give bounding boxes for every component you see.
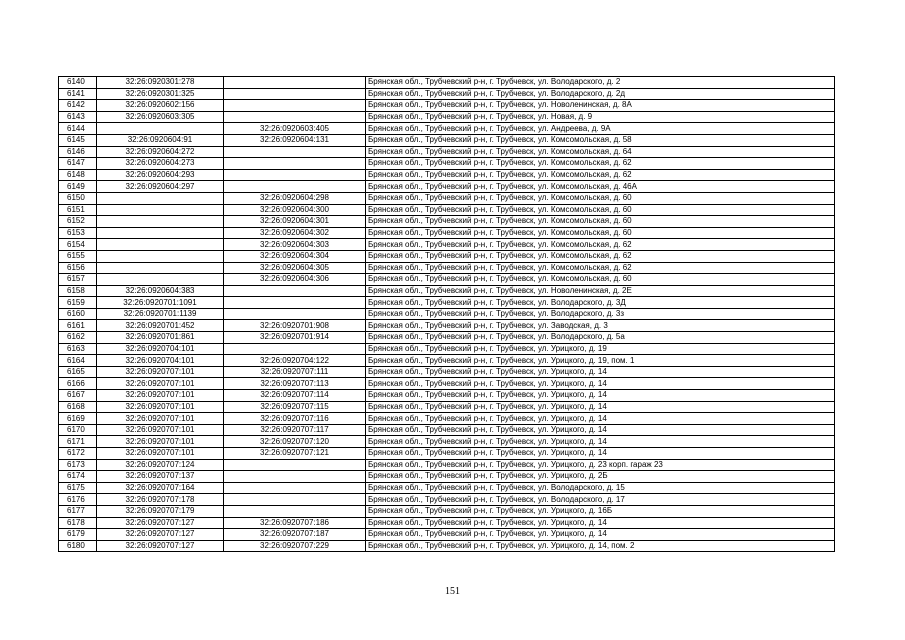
cadastral-number-cell: 32:26:0920701:1091	[97, 297, 224, 309]
row-number-cell: 6172	[59, 448, 97, 460]
cadastral-number-cell: 32:26:0920707:164	[97, 482, 224, 494]
cadastral-number-cell: 32:26:0920602:156	[97, 100, 224, 112]
related-cadastral-number-cell: 32:26:0920604:301	[224, 216, 366, 228]
related-cadastral-number-cell	[224, 482, 366, 494]
cadastral-number-cell: 32:26:0920301:325	[97, 88, 224, 100]
row-number-cell: 6164	[59, 355, 97, 367]
related-cadastral-number-cell	[224, 297, 366, 309]
table-row	[59, 517, 835, 529]
table-row	[59, 390, 835, 402]
table-row	[59, 505, 835, 517]
cadastral-number-cell: 32:26:0920707:101	[97, 401, 224, 413]
row-number-cell: 6153	[59, 227, 97, 239]
table-row	[59, 540, 835, 552]
cadastral-number-cell: 32:26:0920604:91	[97, 134, 224, 146]
address-cell: Брянская обл., Трубчевский р-н, г. Трубчевск, ул. Комсомольская, д. 60	[366, 204, 835, 216]
related-cadastral-number-cell: 32:26:0920604:298	[224, 192, 366, 204]
table-row	[59, 250, 835, 262]
address-cell: Брянская обл., Трубчевский р-н, г. Трубчевск, ул. Комсомольская, д. 60	[366, 216, 835, 228]
page-number: 151	[445, 586, 460, 597]
table-row	[59, 424, 835, 436]
related-cadastral-number-cell	[224, 308, 366, 320]
address-cell: Брянская обл., Трубчевский р-н, г. Трубчевск, ул. Володарского, д. 17	[366, 494, 835, 506]
row-number-cell: 6169	[59, 413, 97, 425]
address-cell: Брянская обл., Трубчевский р-н, г. Трубчевск, ул. Урицкого, д. 14	[366, 413, 835, 425]
table-row	[59, 146, 835, 158]
related-cadastral-number-cell	[224, 100, 366, 112]
address-cell: Брянская обл., Трубчевский р-н, г. Трубчевск, ул. Урицкого, д. 16Б	[366, 505, 835, 517]
cadastral-number-cell: 32:26:0920707:137	[97, 471, 224, 483]
address-cell: Брянская обл., Трубчевский р-н, г. Трубчевск, ул. Урицкого, д. 14	[366, 378, 835, 390]
table-row	[59, 332, 835, 344]
address-cell: Брянская обл., Трубчевский р-н, г. Трубчевск, ул. Комсомольская, д. 62	[366, 239, 835, 251]
cadastral-number-cell: 32:26:0920603:305	[97, 111, 224, 123]
row-number-cell: 6163	[59, 343, 97, 355]
row-number-cell: 6154	[59, 239, 97, 251]
cadastral-number-cell: 32:26:0920704:101	[97, 355, 224, 367]
related-cadastral-number-cell	[224, 494, 366, 506]
table-row	[59, 436, 835, 448]
row-number-cell: 6161	[59, 320, 97, 332]
related-cadastral-number-cell	[224, 88, 366, 100]
cadastral-number-cell: 32:26:0920707:179	[97, 505, 224, 517]
table-row	[59, 366, 835, 378]
row-number-cell: 6165	[59, 366, 97, 378]
row-number-cell: 6174	[59, 471, 97, 483]
address-cell: Брянская обл., Трубчевский р-н, г. Трубчевск, ул. Урицкого, д. 19	[366, 343, 835, 355]
address-cell: Брянская обл., Трубчевский р-н, г. Трубчевск, ул. Новая, д. 9	[366, 111, 835, 123]
row-number-cell: 6150	[59, 192, 97, 204]
table-row	[59, 378, 835, 390]
table-row	[59, 297, 835, 309]
address-cell: Брянская обл., Трубчевский р-н, г. Трубчевск, ул. Володарского, д. 15	[366, 482, 835, 494]
related-cadastral-number-cell	[224, 343, 366, 355]
related-cadastral-number-cell: 32:26:0920707:116	[224, 413, 366, 425]
related-cadastral-number-cell: 32:26:0920707:115	[224, 401, 366, 413]
related-cadastral-number-cell: 32:26:0920707:121	[224, 448, 366, 460]
row-number-cell: 6175	[59, 482, 97, 494]
table-row	[59, 192, 835, 204]
table-row	[59, 274, 835, 286]
row-number-cell: 6159	[59, 297, 97, 309]
address-cell: Брянская обл., Трубчевский р-н, г. Трубчевск, ул. Комсомольская, д. 64	[366, 146, 835, 158]
row-number-cell: 6167	[59, 390, 97, 402]
cadastral-number-cell: 32:26:0920707:101	[97, 366, 224, 378]
table-row	[59, 448, 835, 460]
row-number-cell: 6141	[59, 88, 97, 100]
cadastral-number-cell	[97, 123, 224, 135]
cadastral-number-cell: 32:26:0920707:101	[97, 413, 224, 425]
table-row	[59, 227, 835, 239]
cadastral-number-cell	[97, 204, 224, 216]
related-cadastral-number-cell: 32:26:0920707:187	[224, 529, 366, 541]
cadastral-number-cell: 32:26:0920707:101	[97, 390, 224, 402]
related-cadastral-number-cell: 32:26:0920704:122	[224, 355, 366, 367]
table-body	[59, 77, 835, 552]
cadastral-number-cell: 32:26:0920701:861	[97, 332, 224, 344]
row-number-cell: 6173	[59, 459, 97, 471]
row-number-cell: 6177	[59, 505, 97, 517]
table-row	[59, 158, 835, 170]
cadastral-number-cell	[97, 227, 224, 239]
address-cell: Брянская обл., Трубчевский р-н, г. Трубчевск, ул. Володарского, д. 2	[366, 77, 835, 89]
related-cadastral-number-cell: 32:26:0920701:914	[224, 332, 366, 344]
address-cell: Брянская обл., Трубчевский р-н, г. Трубчевск, ул. Комсомольская, д. 60	[366, 227, 835, 239]
cadastral-number-cell: 32:26:0920707:124	[97, 459, 224, 471]
address-cell: Брянская обл., Трубчевский р-н, г. Трубчевск, ул. Комсомольская, д. 58	[366, 134, 835, 146]
cadastral-number-cell: 32:26:0920704:101	[97, 343, 224, 355]
address-cell: Брянская обл., Трубчевский р-н, г. Трубчевск, ул. Андреева, д. 9А	[366, 123, 835, 135]
address-cell: Брянская обл., Трубчевский р-н, г. Трубчевск, ул. Новоленинская, д. 2Е	[366, 285, 835, 297]
related-cadastral-number-cell: 32:26:0920707:113	[224, 378, 366, 390]
cadastral-number-cell: 32:26:0920707:127	[97, 540, 224, 552]
table-row	[59, 262, 835, 274]
table-row	[59, 401, 835, 413]
table-row	[59, 320, 835, 332]
row-number-cell: 6162	[59, 332, 97, 344]
row-number-cell: 6152	[59, 216, 97, 228]
table-row	[59, 169, 835, 181]
related-cadastral-number-cell	[224, 505, 366, 517]
cadastral-number-cell	[97, 274, 224, 286]
related-cadastral-number-cell	[224, 111, 366, 123]
address-cell: Брянская обл., Трубчевский р-н, г. Трубчевск, ул. Урицкого, д. 14	[366, 366, 835, 378]
address-cell: Брянская обл., Трубчевский р-н, г. Трубчевск, ул. Урицкого, д. 14	[366, 529, 835, 541]
address-cell: Брянская обл., Трубчевский р-н, г. Трубчевск, ул. Урицкого, д. 14	[366, 424, 835, 436]
table-row	[59, 482, 835, 494]
table-row	[59, 459, 835, 471]
related-cadastral-number-cell	[224, 77, 366, 89]
cadastral-number-cell: 32:26:0920707:127	[97, 517, 224, 529]
row-number-cell: 6158	[59, 285, 97, 297]
table-row	[59, 355, 835, 367]
address-cell: Брянская обл., Трубчевский р-н, г. Трубчевск, ул. Урицкого, д. 2Б	[366, 471, 835, 483]
cadastral-number-cell: 32:26:0920701:452	[97, 320, 224, 332]
related-cadastral-number-cell	[224, 158, 366, 170]
address-cell: Брянская обл., Трубчевский р-н, г. Трубчевск, ул. Урицкого, д. 14, пом. 2	[366, 540, 835, 552]
cadastral-number-cell	[97, 250, 224, 262]
cadastral-number-cell: 32:26:0920707:101	[97, 448, 224, 460]
table-row	[59, 77, 835, 89]
cadastral-table	[58, 76, 835, 552]
cadastral-number-cell: 32:26:0920604:383	[97, 285, 224, 297]
table-row	[59, 239, 835, 251]
table-row	[59, 100, 835, 112]
related-cadastral-number-cell: 32:26:0920604:302	[224, 227, 366, 239]
address-cell: Брянская обл., Трубчевский р-н, г. Трубчевск, ул. Володарского, д. 5а	[366, 332, 835, 344]
row-number-cell: 6171	[59, 436, 97, 448]
table-row	[59, 88, 835, 100]
related-cadastral-number-cell	[224, 181, 366, 193]
address-cell: Брянская обл., Трубчевский р-н, г. Трубчевск, ул. Комсомольская, д. 46А	[366, 181, 835, 193]
address-cell: Брянская обл., Трубчевский р-н, г. Трубчевск, ул. Урицкого, д. 14	[366, 401, 835, 413]
address-cell: Брянская обл., Трубчевский р-н, г. Трубчевск, ул. Володарского, д. 3Д	[366, 297, 835, 309]
address-cell: Брянская обл., Трубчевский р-н, г. Трубчевск, ул. Новоленинская, д. 8А	[366, 100, 835, 112]
row-number-cell: 6145	[59, 134, 97, 146]
cadastral-number-cell	[97, 216, 224, 228]
related-cadastral-number-cell: 32:26:0920604:305	[224, 262, 366, 274]
address-cell: Брянская обл., Трубчевский р-н, г. Трубчевск, ул. Комсомольская, д. 62	[366, 158, 835, 170]
address-cell: Брянская обл., Трубчевский р-н, г. Трубчевск, ул. Заводская, д. 3	[366, 320, 835, 332]
table-row	[59, 123, 835, 135]
cadastral-number-cell: 32:26:0920604:297	[97, 181, 224, 193]
table-row	[59, 413, 835, 425]
related-cadastral-number-cell	[224, 285, 366, 297]
related-cadastral-number-cell: 32:26:0920707:186	[224, 517, 366, 529]
row-number-cell: 6176	[59, 494, 97, 506]
table-row	[59, 111, 835, 123]
table-row	[59, 216, 835, 228]
row-number-cell: 6140	[59, 77, 97, 89]
related-cadastral-number-cell: 32:26:0920707:229	[224, 540, 366, 552]
row-number-cell: 6160	[59, 308, 97, 320]
row-number-cell: 6156	[59, 262, 97, 274]
related-cadastral-number-cell: 32:26:0920604:300	[224, 204, 366, 216]
row-number-cell: 6170	[59, 424, 97, 436]
cadastral-number-cell: 32:26:0920707:178	[97, 494, 224, 506]
address-cell: Брянская обл., Трубчевский р-н, г. Трубчевск, ул. Комсомольская, д. 60	[366, 274, 835, 286]
row-number-cell: 6142	[59, 100, 97, 112]
cadastral-number-cell: 32:26:0920707:101	[97, 436, 224, 448]
address-cell: Брянская обл., Трубчевский р-н, г. Трубчевск, ул. Володарского, д. 3з	[366, 308, 835, 320]
related-cadastral-number-cell	[224, 459, 366, 471]
address-cell: Брянская обл., Трубчевский р-н, г. Трубчевск, ул. Урицкого, д. 19, пом. 1	[366, 355, 835, 367]
table-row	[59, 285, 835, 297]
table-row	[59, 308, 835, 320]
related-cadastral-number-cell	[224, 169, 366, 181]
address-cell: Брянская обл., Трубчевский р-н, г. Трубчевск, ул. Комсомольская, д. 60	[366, 192, 835, 204]
related-cadastral-number-cell	[224, 146, 366, 158]
related-cadastral-number-cell: 32:26:0920707:117	[224, 424, 366, 436]
row-number-cell: 6143	[59, 111, 97, 123]
address-cell: Брянская обл., Трубчевский р-н, г. Трубчевск, ул. Комсомольская, д. 62	[366, 262, 835, 274]
row-number-cell: 6179	[59, 529, 97, 541]
address-cell: Брянская обл., Трубчевский р-н, г. Трубчевск, ул. Володарского, д. 2д	[366, 88, 835, 100]
cadastral-number-cell: 32:26:0920604:273	[97, 158, 224, 170]
address-cell: Брянская обл., Трубчевский р-н, г. Трубчевск, ул. Урицкого, д. 14	[366, 436, 835, 448]
row-number-cell: 6168	[59, 401, 97, 413]
address-cell: Брянская обл., Трубчевский р-н, г. Трубчевск, ул. Комсомольская, д. 62	[366, 169, 835, 181]
related-cadastral-number-cell: 32:26:0920604:304	[224, 250, 366, 262]
related-cadastral-number-cell: 32:26:0920603:405	[224, 123, 366, 135]
address-cell: Брянская обл., Трубчевский р-н, г. Трубчевск, ул. Урицкого, д. 14	[366, 448, 835, 460]
row-number-cell: 6180	[59, 540, 97, 552]
related-cadastral-number-cell: 32:26:0920701:908	[224, 320, 366, 332]
related-cadastral-number-cell: 32:26:0920707:114	[224, 390, 366, 402]
row-number-cell: 6157	[59, 274, 97, 286]
table-row	[59, 134, 835, 146]
cadastral-number-cell: 32:26:0920604:272	[97, 146, 224, 158]
cadastral-number-cell: 32:26:0920701:1139	[97, 308, 224, 320]
address-cell: Брянская обл., Трубчевский р-н, г. Трубчевск, ул. Комсомольская, д. 62	[366, 250, 835, 262]
related-cadastral-number-cell: 32:26:0920707:111	[224, 366, 366, 378]
row-number-cell: 6149	[59, 181, 97, 193]
cadastral-number-cell: 32:26:0920707:101	[97, 424, 224, 436]
related-cadastral-number-cell: 32:26:0920604:306	[224, 274, 366, 286]
cadastral-number-cell: 32:26:0920301:278	[97, 77, 224, 89]
row-number-cell: 6178	[59, 517, 97, 529]
row-number-cell: 6166	[59, 378, 97, 390]
row-number-cell: 6146	[59, 146, 97, 158]
related-cadastral-number-cell	[224, 471, 366, 483]
address-cell: Брянская обл., Трубчевский р-н, г. Трубчевск, ул. Урицкого, д. 23 корп. гараж 23	[366, 459, 835, 471]
table-row	[59, 494, 835, 506]
table-row	[59, 471, 835, 483]
related-cadastral-number-cell: 32:26:0920604:303	[224, 239, 366, 251]
table-row	[59, 181, 835, 193]
cadastral-number-cell: 32:26:0920707:101	[97, 378, 224, 390]
table-row	[59, 204, 835, 216]
cadastral-number-cell	[97, 192, 224, 204]
related-cadastral-number-cell: 32:26:0920604:131	[224, 134, 366, 146]
row-number-cell: 6148	[59, 169, 97, 181]
address-cell: Брянская обл., Трубчевский р-н, г. Трубчевск, ул. Урицкого, д. 14	[366, 390, 835, 402]
cadastral-number-cell: 32:26:0920604:293	[97, 169, 224, 181]
table-row	[59, 529, 835, 541]
address-cell: Брянская обл., Трубчевский р-н, г. Трубчевск, ул. Урицкого, д. 14	[366, 517, 835, 529]
cadastral-number-cell	[97, 239, 224, 251]
related-cadastral-number-cell: 32:26:0920707:120	[224, 436, 366, 448]
cadastral-number-cell	[97, 262, 224, 274]
table-row	[59, 343, 835, 355]
cadastral-number-cell: 32:26:0920707:127	[97, 529, 224, 541]
row-number-cell: 6144	[59, 123, 97, 135]
row-number-cell: 6155	[59, 250, 97, 262]
row-number-cell: 6151	[59, 204, 97, 216]
row-number-cell: 6147	[59, 158, 97, 170]
